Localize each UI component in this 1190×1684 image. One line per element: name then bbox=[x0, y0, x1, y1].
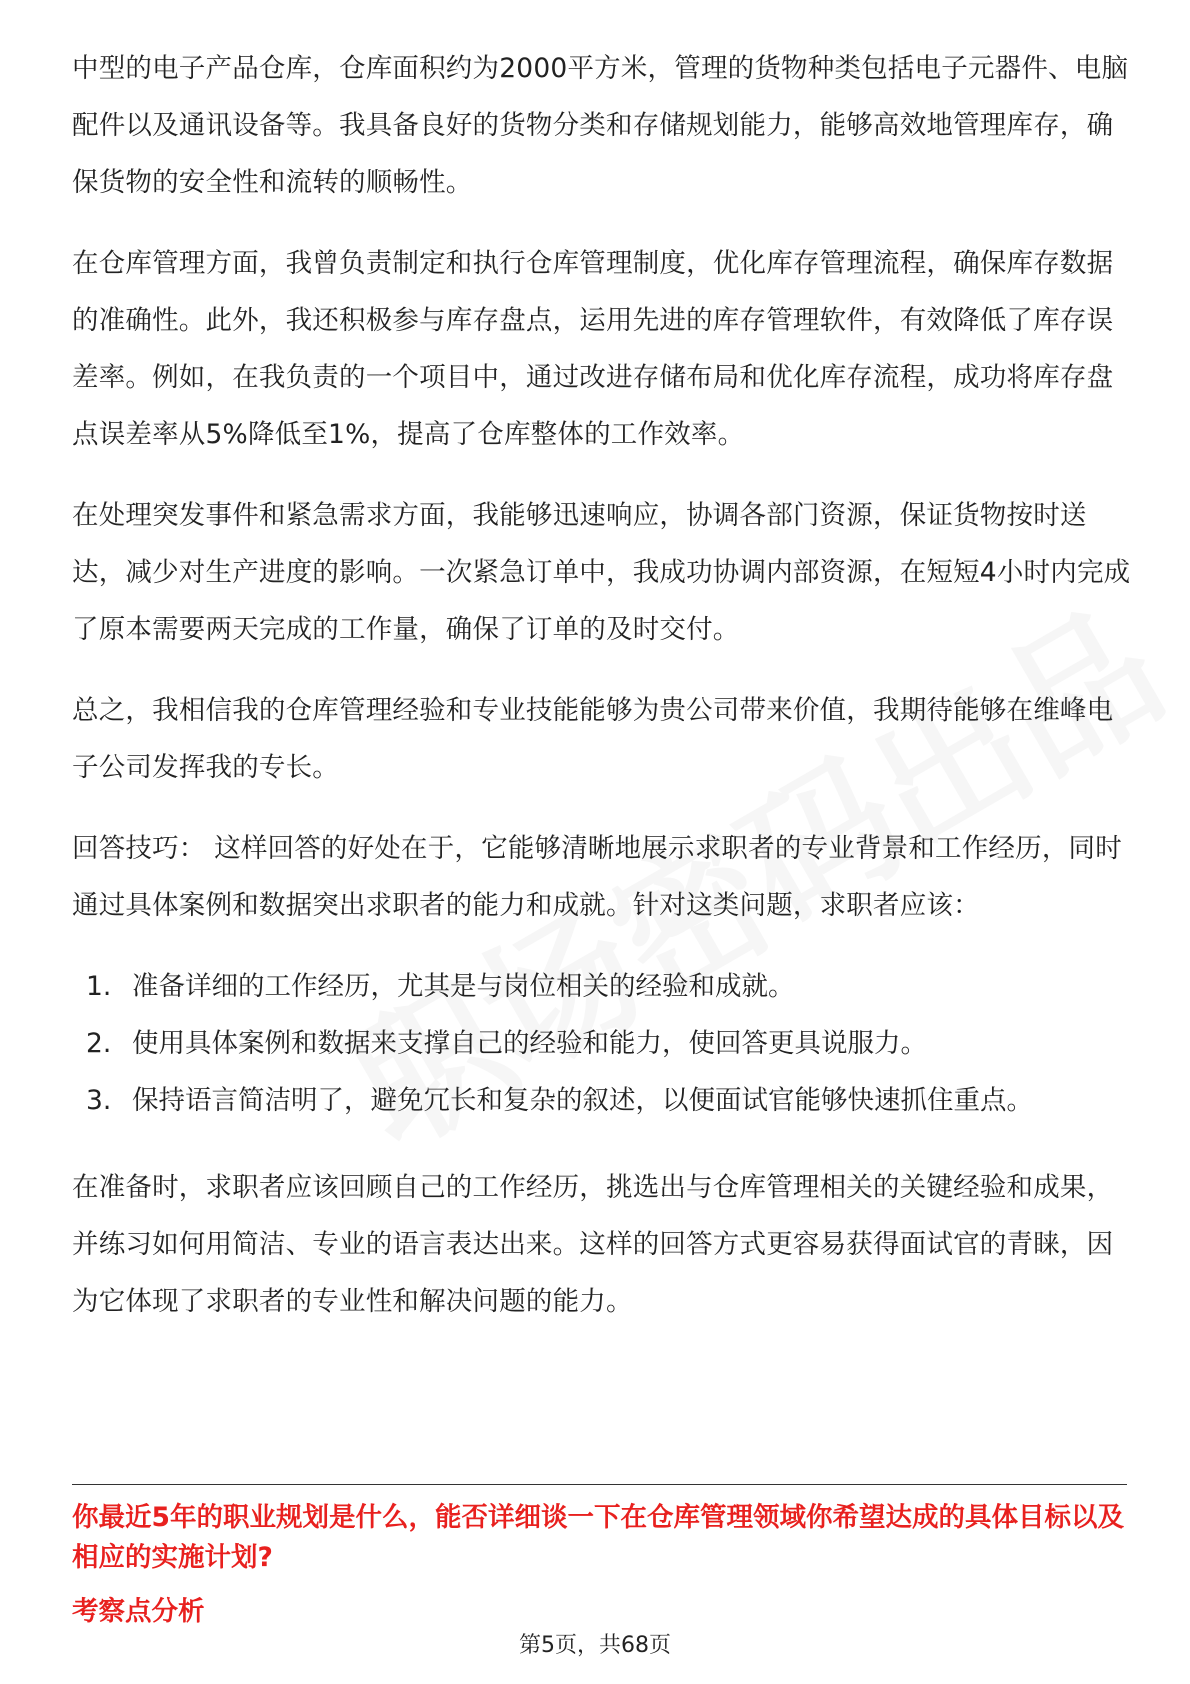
list-item bbox=[72, 1015, 1132, 1072]
paragraph-answer-tips: 回答技巧： 这样回答的好处在于，它能够清晰地展示求职者的专业背景和工作经历，同时通过具体案例和数据突出求职者的能力和成就。针对这类问题，求职者应该： bbox=[72, 833, 1122, 921]
paragraph-emergency-handling: 在处理突发事件和紧急需求方面，我能够迅速响应，协调各部门资源，保证货物按时送达，减少对生产进度的影响。一次紧急订单中，我成功协调内部资源，在短短4小时内完成了原本需要两天完成的工作量，确保了订单的及时交付。 bbox=[72, 500, 1131, 645]
page-number-footer: 第5页，共68页 bbox=[519, 1633, 671, 1658]
list-item-number: 1. bbox=[86, 971, 112, 1002]
section-heading: 考察点分析 bbox=[72, 1596, 205, 1627]
paragraph-conclusion: 总之，我相信我的仓库管理经验和专业技能能够为贵公司带来价值，我期待能够在维峰电子公司发挥我的专长。 bbox=[72, 695, 1114, 783]
list-item bbox=[72, 1072, 1132, 1129]
paragraph-preparation: 在准备时，求职者应该回顾自己的工作经历，挑选出与仓库管理相关的关键经验和成果，并练习如何用简洁、专业的语言表达出来。这样的回答方式更容易获得面试官的青睐，因为它体现了求职者的专业性和解决问题的能力。 bbox=[72, 1172, 1114, 1317]
tips-list bbox=[72, 958, 1132, 1129]
page-body bbox=[72, 40, 1132, 1354]
list-item-text: 使用具体案例和数据来支撑自己的经验和能力，使回答更具说服力。 bbox=[132, 1028, 927, 1059]
divider bbox=[72, 1484, 1127, 1485]
next-question-heading: 你最近5年的职业规划是什么，能否详细谈一下在仓库管理领域你希望达成的具体目标以及相应的实施计划? bbox=[72, 1502, 1124, 1573]
paragraph-inventory-management: 在仓库管理方面，我曾负责制定和执行仓库管理制度，优化库存管理流程，确保库存数据的准确性。此外，我还积极参与库存盘点，运用先进的库存管理软件，有效降低了库存误差率。例如，在我负责的一个项目中，通过改进存储布局和优化库存流程，成功将库存盘点误差率从5%降低至1%，提高了仓库整体的工作效率。 bbox=[72, 248, 1114, 450]
paragraph-warehouse-intro: 中型的电子产品仓库，仓库面积约为2000平方米，管理的货物种类包括电子元器件、电脑配件以及通讯设备等。我具备良好的货物分类和存储规划能力，能够高效地管理库存，确保货物的安全性和流转的顺畅性。 bbox=[72, 53, 1129, 198]
list-item-text: 准备详细的工作经历，尤其是与岗位相关的经验和成就。 bbox=[132, 971, 795, 1002]
list-item-number: 3. bbox=[86, 1085, 112, 1116]
list-item-text: 保持语言简洁明了，避免冗长和复杂的叙述，以便面试官能够快速抓住重点。 bbox=[132, 1085, 1033, 1116]
list-item bbox=[72, 958, 1132, 1015]
list-item-number: 2. bbox=[86, 1028, 112, 1059]
